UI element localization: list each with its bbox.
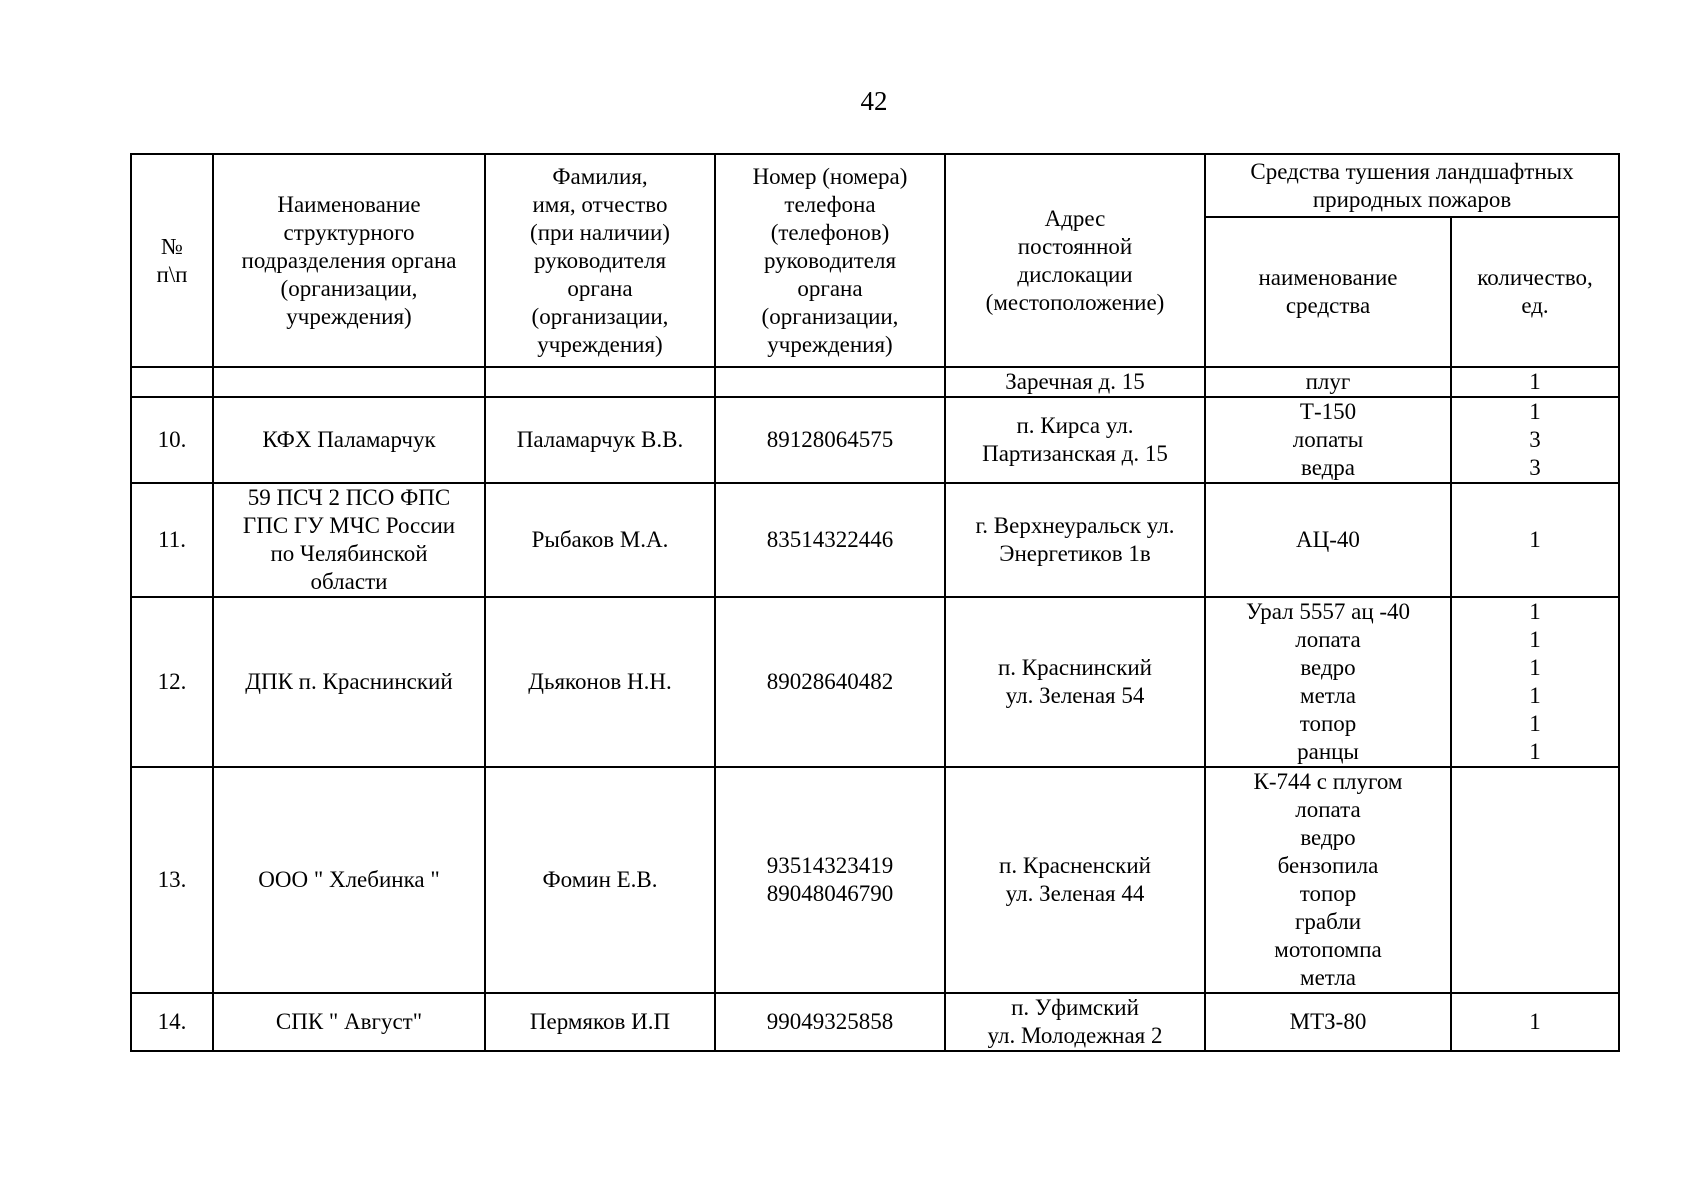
cell-line: по Челябинской (270, 541, 428, 566)
cell-line: 1 (1529, 1009, 1541, 1034)
table-row (131, 597, 1619, 767)
cell-means-name (1205, 483, 1451, 597)
cell-number: 10. (131, 397, 213, 483)
cell-line: (местоположение) (985, 289, 1165, 315)
cell-line: ранцы (1297, 739, 1359, 764)
cell-unit-name (213, 597, 485, 767)
cell-head-name (485, 397, 715, 483)
cell-line: дислокации (1017, 261, 1133, 287)
cell-line: Энергетиков 1в (999, 541, 1151, 566)
cell-line: г. Верхнеуральск ул. (975, 513, 1175, 538)
cell-line: области (310, 569, 388, 594)
cell-line: п. Уфимский (1011, 995, 1139, 1020)
cell-line: подразделения органа (241, 247, 457, 273)
cell-line: 1 (1529, 683, 1541, 708)
cell-line: Наименование (277, 191, 421, 217)
cell-line: 99049325858 (766, 1009, 894, 1034)
cell-line: Паламарчук В.В. (516, 427, 684, 452)
cell-means-name (1205, 767, 1451, 993)
cell-address (945, 993, 1205, 1051)
cell-line: 1 (1529, 599, 1541, 624)
cell-line: бензопила (1277, 853, 1379, 878)
cell-line: 59 ПСЧ 2 ПСО ФПС (247, 485, 451, 510)
cell-line: 89028640482 (766, 669, 894, 694)
cell-line: имя, отчество (532, 191, 668, 217)
cell-address (945, 367, 1205, 397)
cell-line: (телефонов) (770, 219, 890, 245)
cell-line: (организации, (761, 303, 899, 329)
header-number: № п\п (131, 154, 213, 367)
cell-line: органа (567, 275, 633, 301)
header-phone (715, 154, 945, 367)
cell-line: 83514322446 (766, 527, 894, 552)
cell-means-name (1205, 993, 1451, 1051)
cell-line: учреждения) (767, 331, 893, 357)
cell-line: лопата (1295, 627, 1361, 652)
cell-line: 3 (1529, 427, 1541, 452)
cell-means-qty (1451, 367, 1619, 397)
table-row (131, 367, 1619, 397)
cell-phone (715, 367, 945, 397)
cell-number (131, 367, 213, 397)
cell-means-name (1205, 367, 1451, 397)
cell-means-name (1205, 597, 1451, 767)
cell-line: постоянной (1017, 233, 1133, 259)
header-means-qty (1451, 217, 1619, 367)
cell-line: ведра (1300, 455, 1356, 480)
cell-line: ДПК п. Краснинский (245, 669, 453, 694)
cell-line: руководителя (533, 247, 667, 273)
cell-line: п. Краснинский (998, 655, 1152, 680)
header-head-name (485, 154, 715, 367)
cell-number: 13. (131, 767, 213, 993)
cell-head-name (485, 597, 715, 767)
cell-line: (при наличии) (530, 219, 670, 245)
cell-unit-name (213, 367, 485, 397)
header-address (945, 154, 1205, 367)
cell-line: 1 (1529, 627, 1541, 652)
cell-line: ведро (1300, 825, 1356, 850)
cell-line: лопата (1295, 797, 1361, 822)
cell-line: Урал 5557 ац -40 (1245, 599, 1411, 624)
page-number: 42 (860, 86, 888, 116)
cell-line: 3 (1529, 455, 1541, 480)
cell-line: учреждения) (286, 303, 412, 329)
table-row (131, 483, 1619, 597)
cell-line: 1 (1529, 369, 1541, 394)
table-body (131, 367, 1619, 1051)
cell-line: 93514323419 (766, 853, 894, 878)
cell-line: плуг (1305, 369, 1351, 394)
cell-line: метла (1300, 683, 1356, 708)
cell-line: 89128064575 (766, 427, 894, 452)
cell-line: Т-150 (1299, 399, 1357, 424)
cell-line: К-744 с плугом (1253, 769, 1403, 794)
table-row (131, 767, 1619, 993)
cell-line: 89048046790 (766, 881, 894, 906)
header-means-group (1205, 154, 1619, 217)
cell-line: 1 (1529, 399, 1541, 424)
cell-line: Пермяков И.П (529, 1009, 671, 1034)
cell-means-qty (1451, 767, 1619, 993)
cell-line: Адрес (1044, 205, 1106, 231)
cell-unit-name (213, 993, 485, 1051)
cell-means-qty (1451, 483, 1619, 597)
cell-phone (715, 397, 945, 483)
cell-line: природных пожаров (1312, 186, 1512, 212)
cell-line: руководителя (763, 247, 897, 273)
cell-number: 14. (131, 993, 213, 1051)
header-means-name (1205, 217, 1451, 367)
cell-line: КФХ Паламарчук (262, 427, 436, 452)
cell-line: учреждения) (537, 331, 663, 357)
cell-line: Рыбаков М.А. (531, 527, 669, 552)
cell-line: (организации, (531, 303, 669, 329)
cell-line: телефона (784, 191, 876, 217)
cell-line: лопаты (1292, 427, 1364, 452)
cell-line: Номер (номера) (752, 163, 908, 189)
cell-line: грабли (1294, 909, 1362, 934)
cell-line: ул. Молодежная 2 (987, 1023, 1163, 1048)
cell-line: Средства тушения ландшафтных (1250, 158, 1574, 184)
cell-line: ООО " Хлебинка " (258, 867, 440, 892)
cell-line: метла (1300, 965, 1356, 990)
cell-line: топор (1299, 881, 1357, 906)
cell-number: 11. (131, 483, 213, 597)
header-unit-name (213, 154, 485, 367)
cell-phone (715, 767, 945, 993)
cell-line: СПК " Август" (275, 1009, 423, 1034)
cell-means-name (1205, 397, 1451, 483)
cell-line: МТЗ-80 (1289, 1009, 1367, 1034)
cell-address (945, 483, 1205, 597)
cell-line: количество, (1477, 265, 1593, 290)
cell-line: АЦ-40 (1296, 527, 1360, 552)
cell-line: структурного (283, 219, 415, 245)
cell-line: органа (797, 275, 863, 301)
cell-line: ведро (1300, 655, 1356, 680)
cell-unit-name (213, 483, 485, 597)
cell-line: Фомин Е.В. (542, 867, 658, 892)
cell-line: средства (1285, 293, 1371, 318)
cell-unit-name (213, 767, 485, 993)
cell-line: 1 (1529, 527, 1541, 552)
cell-line: Фамилия, (552, 163, 648, 189)
cell-phone (715, 483, 945, 597)
cell-line: ГПС ГУ МЧС России (242, 513, 456, 538)
cell-unit-name (213, 397, 485, 483)
cell-phone (715, 993, 945, 1051)
table-row (131, 397, 1619, 483)
cell-means-qty (1451, 993, 1619, 1051)
cell-head-name (485, 367, 715, 397)
cell-line: мотопомпа (1274, 937, 1382, 962)
resources-table (130, 153, 1620, 1052)
cell-line: ед. (1521, 293, 1549, 318)
cell-phone (715, 597, 945, 767)
table-row (131, 993, 1619, 1051)
cell-head-name (485, 483, 715, 597)
cell-line: п. Красненский (999, 853, 1151, 878)
cell-line: ул. Зеленая 54 (1005, 683, 1145, 708)
cell-head-name (485, 767, 715, 993)
cell-line: п. Кирса ул. (1016, 413, 1134, 438)
cell-line: 1 (1529, 655, 1541, 680)
cell-line: 1 (1529, 739, 1541, 764)
cell-means-qty (1451, 397, 1619, 483)
cell-head-name (485, 993, 715, 1051)
cell-means-qty (1451, 597, 1619, 767)
cell-line: Партизанская д. 15 (982, 441, 1168, 466)
cell-number: 12. (131, 597, 213, 767)
cell-line: наименование (1258, 265, 1398, 290)
cell-address (945, 767, 1205, 993)
cell-address (945, 597, 1205, 767)
cell-address (945, 397, 1205, 483)
cell-line: 1 (1529, 711, 1541, 736)
cell-line: ул. Зеленая 44 (1005, 881, 1145, 906)
cell-line: (организации, (280, 275, 418, 301)
cell-line: Заречная д. 15 (1005, 369, 1145, 394)
cell-line: Дьяконов Н.Н. (528, 669, 672, 694)
cell-line: топор (1299, 711, 1357, 736)
